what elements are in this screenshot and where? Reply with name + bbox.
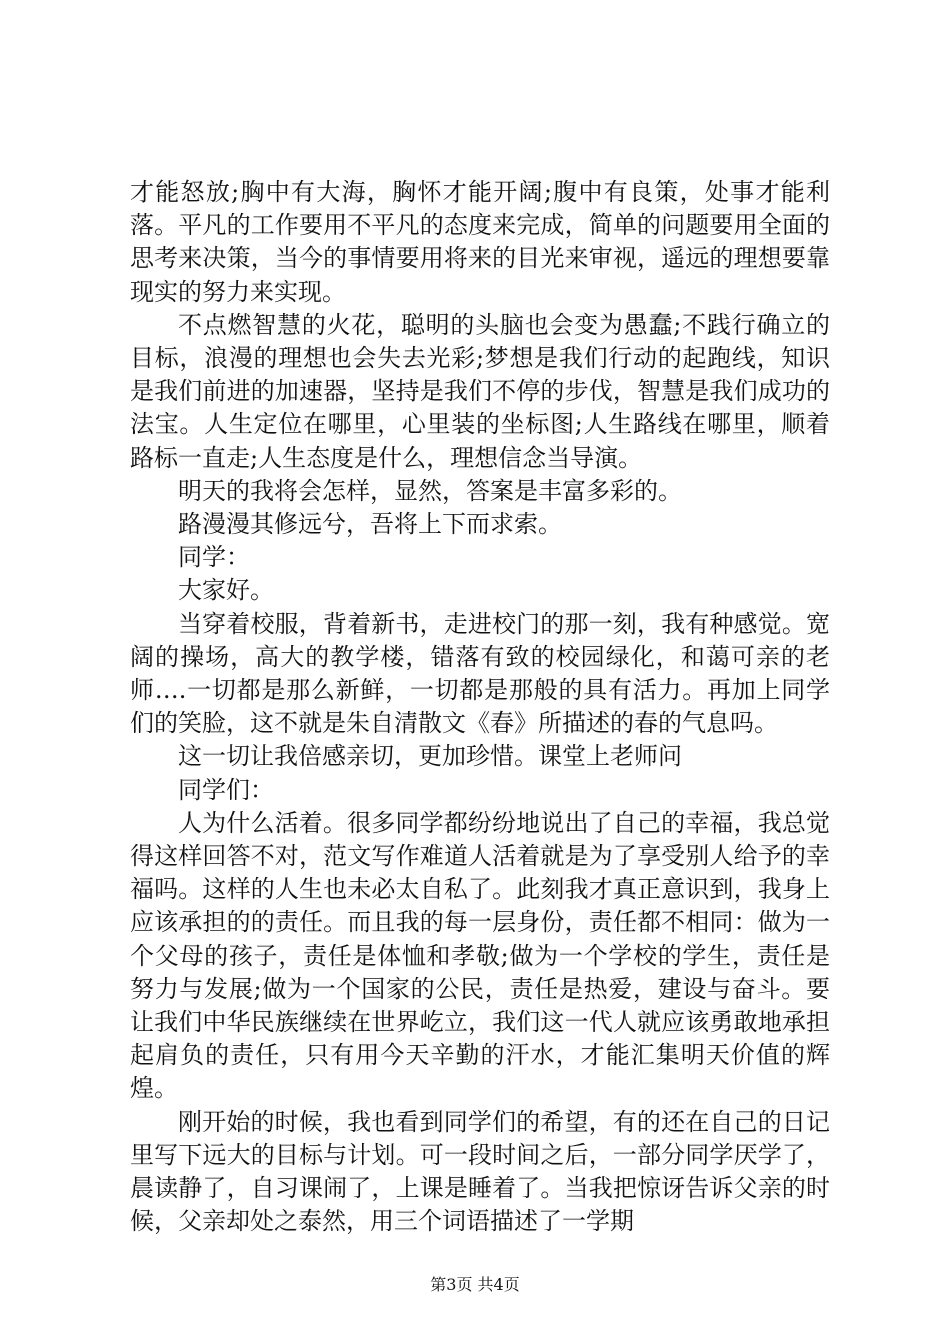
paragraph-3: 明天的我将会怎样，显然，答案是丰富多彩的。	[178, 476, 682, 505]
paragraph-10: 人为什么活着。很多同学都纷纷地说出了自己的幸福，我总觉得这样回答不对，范文写作难道人活着就是为了享受别人给予的幸福吗。这样的人生也未必太自私了。此刻我才真正意识到，我身上应该承担的的责任。而且我的每一层身份，责任都不相同：做为一个父母的孩子，责任是体恤和孝敬;做为一个学校的学生，责任是努力与发展;做为一个国家的公民，责任是热爱，建设与奋斗。要让我们中华民族继续在世界屹立，我们这一代人就应该勇敢地承担起肩负的责任，只有用今天辛勤的汗水，才能汇集明天价值的辉煌。	[130, 808, 830, 1103]
paragraph-7: 当穿着校服，背着新书，走进校门的那一刻，我有种感觉。宽阔的操场，高大的教学楼，错落有致的校园绿化，和蔼可亲的老师….一切都是那么新鲜，一切都是那般的具有活力。再加上同学们的笑脸，这不就是朱自清散文《春》所描述的春的气息吗。	[130, 609, 830, 738]
paragraph-8: 这一切让我倍感亲切，更加珍惜。课堂上老师问	[178, 742, 682, 771]
document-body	[130, 176, 830, 1239]
paragraph-9-salutation: 同学们：	[178, 775, 274, 804]
paragraph-2: 不点燃智慧的火花，聪明的头脑也会变为愚蠢;不践行确立的目标，浪漫的理想也会失去光彩;梦想是我们行动的起跑线，知识是我们前进的加速器，坚持是我们不停的步伐，智慧是我们成功的法宝。人生定位在哪里，心里装的坐标图;人生路线在哪里，顺着路标一直走;人生态度是什么，理想信念当导演。	[130, 310, 830, 472]
paragraph-5-salutation: 同学：	[178, 543, 250, 572]
page-number-label: 第3页 共4页	[430, 1275, 520, 1294]
paragraph-1: 才能怒放;胸中有大海，胸怀才能开阔;腹中有良策，处事才能利落。平凡的工作要用不平凡的态度来完成，简单的问题要用全面的思考来决策，当今的事情要用将来的目光来审视，遥远的理想要靠现实的努力来实现。	[130, 178, 830, 306]
paragraph-4: 路漫漫其修远兮，吾将上下而求索。	[178, 510, 562, 539]
paragraph-11: 刚开始的时候，我也看到同学们的希望，有的还在自己的日记里写下远大的目标与计划。可一段时间之后，一部分同学厌学了，晨读静了，自习课闹了，上课是睡着了。当我把惊讶告诉父亲的时候，父亲却处之泰然，用三个词语描述了一学期	[130, 1107, 830, 1236]
paragraph-6-greeting: 大家好。	[178, 576, 274, 605]
page-footer	[0, 1275, 950, 1295]
